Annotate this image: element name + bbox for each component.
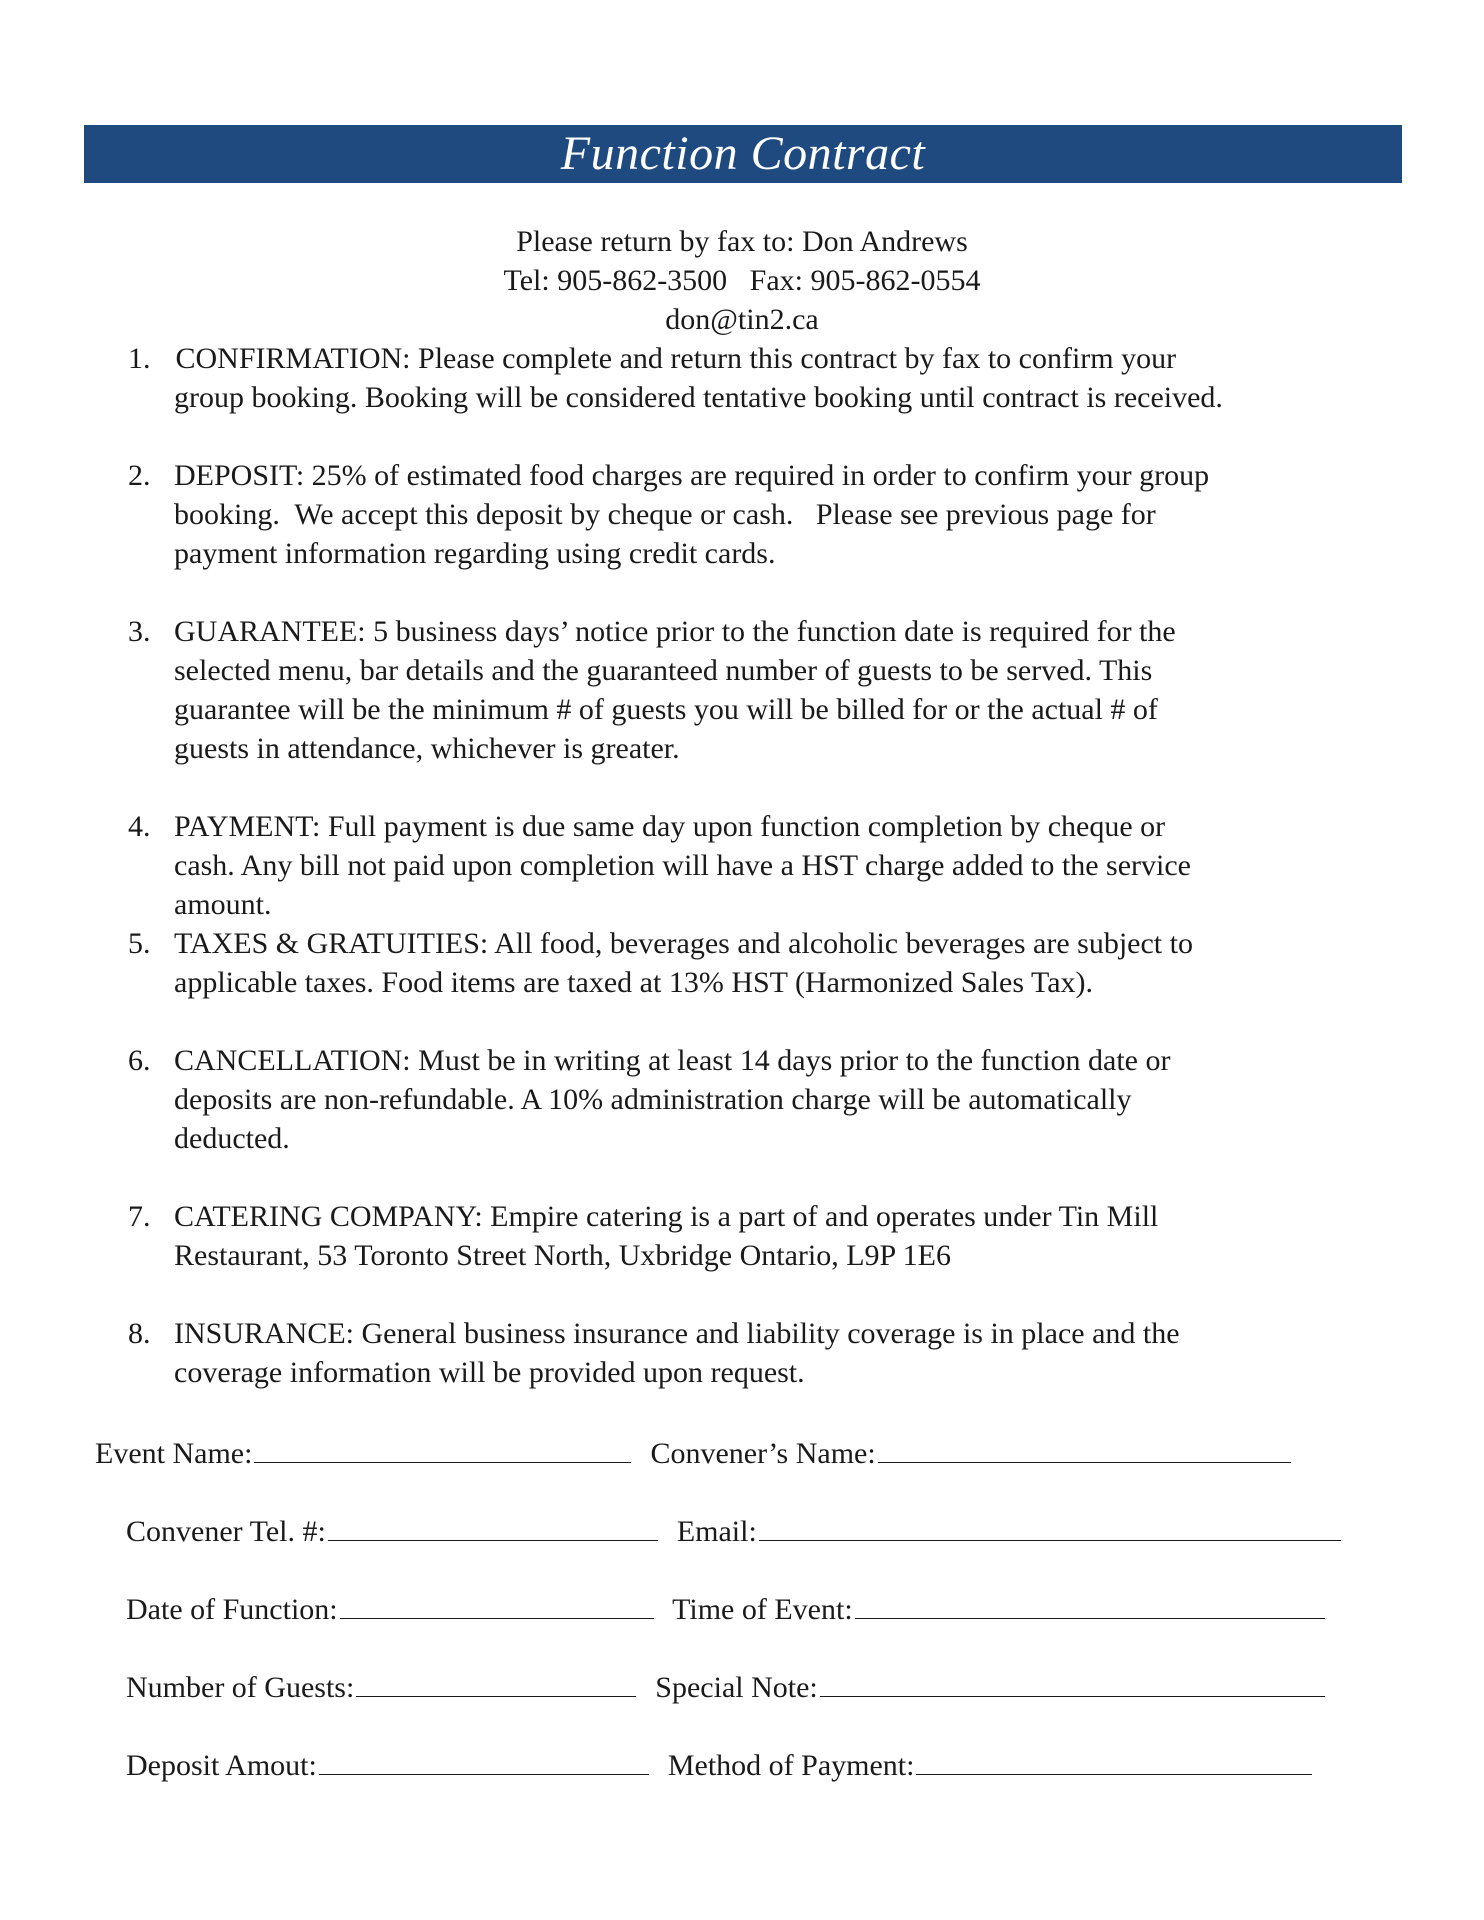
- event-name-field[interactable]: [254, 1436, 631, 1463]
- term-confirmation: [128, 339, 1418, 417]
- term-line: CANCELLATION: Must be in writing at least 14 days prior to the function date or: [174, 1044, 1171, 1077]
- page-title: Function Contract: [560, 127, 926, 180]
- special-note-label: Special Note:: [655, 1671, 818, 1704]
- email-field[interactable]: [759, 1514, 1341, 1541]
- special-note-field[interactable]: [820, 1670, 1325, 1697]
- term-number: 1.: [128, 342, 151, 375]
- term-line: INSURANCE: General business insurance and liability coverage is in place and the: [174, 1317, 1180, 1350]
- event-name-label: Event Name:: [95, 1437, 253, 1470]
- form-row-contact: [126, 1512, 1341, 1551]
- form-row-date: [126, 1590, 1325, 1629]
- contact-email: don@tin2.ca: [665, 303, 819, 336]
- term-line: TAXES & GRATUITIES: All food, beverages and alcoholic beverages are subject to: [174, 927, 1193, 960]
- term-cancellation: [128, 1041, 1418, 1158]
- term-catering-company: [128, 1197, 1418, 1275]
- terms-list: [128, 339, 1418, 1392]
- term-deposit: [128, 456, 1418, 573]
- term-line: guests in attendance, whichever is greater.: [174, 732, 680, 765]
- contact-block: [0, 222, 1484, 339]
- time-of-event-field[interactable]: [855, 1592, 1325, 1619]
- term-number: 3.: [128, 615, 151, 648]
- term-line: applicable taxes. Food items are taxed at 13% HST (Harmonized Sales Tax).: [174, 966, 1094, 999]
- deposit-amount-label: Deposit Amout:: [126, 1749, 317, 1782]
- term-number: 6.: [128, 1044, 151, 1077]
- term-line: group booking. Booking will be considered tentative booking until contract is received.: [174, 381, 1223, 414]
- term-guarantee: [128, 612, 1418, 768]
- term-line: PAYMENT: Full payment is due same day upon function completion by cheque or: [174, 810, 1166, 843]
- email-label: Email:: [676, 1515, 757, 1548]
- term-taxes: [128, 924, 1418, 1002]
- term-line: deducted.: [174, 1122, 290, 1155]
- title-banner: [84, 125, 1402, 183]
- form-row-guests: [126, 1668, 1325, 1707]
- date-of-function-field[interactable]: [340, 1592, 654, 1619]
- date-of-function-label: Date of Function:: [126, 1593, 338, 1626]
- term-number: 4.: [128, 810, 151, 843]
- term-line: CONFIRMATION: Please complete and return this contract by fax to confirm your: [168, 342, 1177, 375]
- convener-name-label: Convener’s Name:: [650, 1437, 876, 1470]
- convener-tel-label: Convener Tel. #:: [126, 1515, 326, 1548]
- convener-tel-field[interactable]: [328, 1514, 658, 1541]
- term-number: 8.: [128, 1317, 151, 1350]
- convener-name-field[interactable]: [878, 1436, 1291, 1463]
- term-line: Restaurant, 53 Toronto Street North, Uxbridge Ontario, L9P 1E6: [174, 1239, 951, 1272]
- number-of-guests-field[interactable]: [356, 1670, 636, 1697]
- term-number: 7.: [128, 1200, 151, 1233]
- term-number: 2.: [128, 459, 151, 492]
- term-line: GUARANTEE: 5 business days’ notice prior to the function date is required for the: [174, 615, 1176, 648]
- term-line: booking. We accept this deposit by cheque or cash. Please see previous page for: [174, 498, 1156, 531]
- deposit-amount-field[interactable]: [319, 1748, 649, 1775]
- term-number: 5.: [128, 927, 151, 960]
- term-line: guarantee will be the minimum # of guests you will be billed for or the actual # of: [174, 693, 1158, 726]
- form-row-payment: [126, 1746, 1312, 1785]
- form-row-event: [95, 1434, 1291, 1473]
- term-line: cash. Any bill not paid upon completion will have a HST charge added to the service: [174, 849, 1191, 882]
- term-line: deposits are non-refundable. A 10% administration charge will be automatically: [174, 1083, 1132, 1116]
- term-line: payment information regarding using credit cards.: [174, 537, 776, 570]
- term-line: DEPOSIT: 25% of estimated food charges are required in order to confirm your group: [174, 459, 1210, 492]
- number-of-guests-label: Number of Guests:: [126, 1671, 355, 1704]
- term-line: selected menu, bar details and the guaranteed number of guests to be served. This: [174, 654, 1153, 687]
- term-line: amount.: [174, 888, 272, 921]
- contact-phone-line: Tel: 905-862-3500 Fax: 905-862-0554: [503, 264, 981, 297]
- method-of-payment-label: Method of Payment:: [667, 1749, 915, 1782]
- term-payment: [128, 807, 1418, 924]
- contact-fax-line: Please return by fax to: Don Andrews: [516, 225, 968, 258]
- term-line: CATERING COMPANY: Empire catering is a part of and operates under Tin Mill: [174, 1200, 1159, 1233]
- term-insurance: [128, 1314, 1418, 1392]
- time-of-event-label: Time of Event:: [672, 1593, 853, 1626]
- term-line: coverage information will be provided upon request.: [174, 1356, 805, 1389]
- method-of-payment-field[interactable]: [916, 1748, 1312, 1775]
